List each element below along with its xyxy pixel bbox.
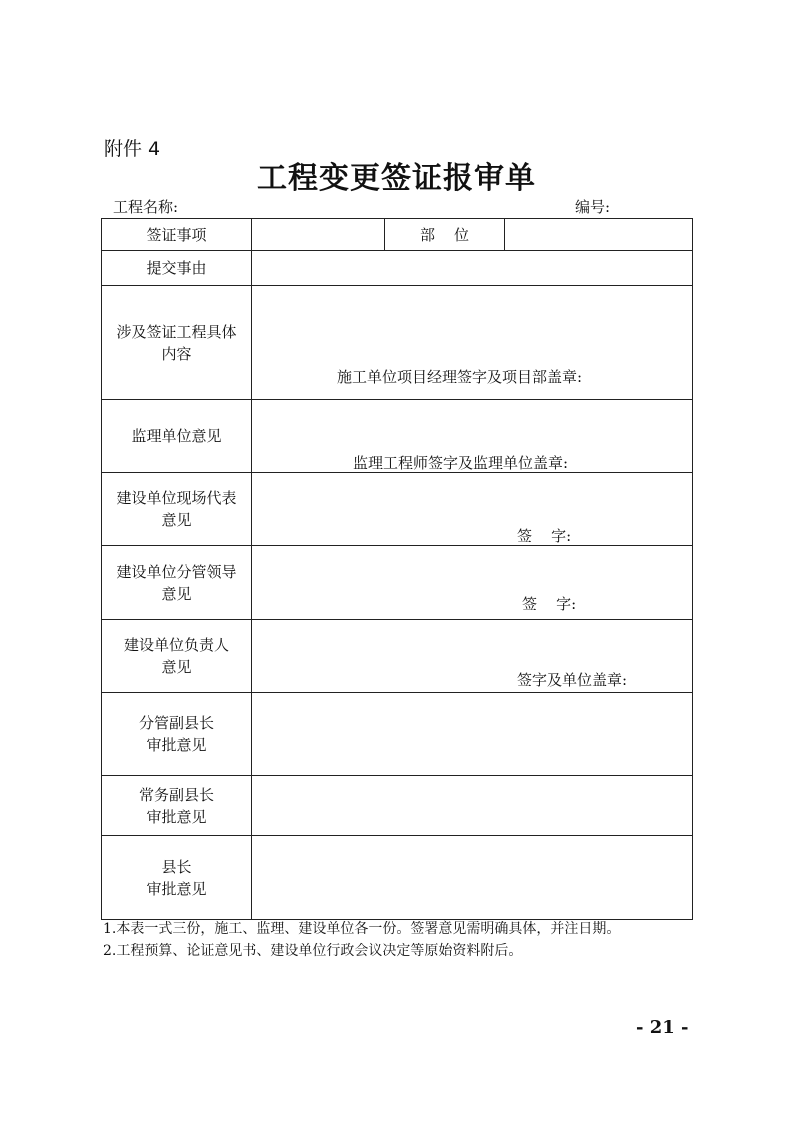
magistrate-label-line1: 县长 [161, 857, 192, 876]
responsible-label [102, 620, 252, 693]
leader-label-line1: 建设单位分管领导 [116, 562, 237, 581]
leader-signature-label: 签 字: [522, 595, 577, 613]
row-responsible [102, 620, 693, 693]
attachment-label: 附件 4 [104, 138, 161, 160]
exec-deputy-magistrate-label [102, 776, 252, 836]
approval-form-table [101, 218, 693, 920]
dept-label: 部 位 [385, 219, 505, 251]
magistrate-label [102, 836, 252, 920]
site-rep-label [102, 473, 252, 546]
contractor-signature-label: 施工单位项目经理签字及项目部盖章: [337, 368, 583, 386]
exec-deputy-magistrate-label-line1: 常务副县长 [138, 785, 214, 804]
deputy-magistrate-label-line1: 分管副县长 [138, 714, 214, 732]
row-supervision [102, 400, 693, 473]
supervision-label: 监理单位意见 [102, 400, 252, 473]
item-label: 签证事项 [102, 219, 252, 251]
site-rep-value-cell[interactable] [252, 473, 693, 546]
content-value-cell[interactable] [252, 286, 693, 400]
form-notes [103, 918, 620, 962]
form-title: 工程变更签证报审单 [257, 161, 536, 196]
magistrate-value-cell[interactable] [252, 836, 693, 920]
magistrate-label-line2: 审批意见 [146, 879, 207, 898]
row-site-rep [102, 473, 693, 546]
exec-deputy-magistrate-label-line2: 审批意见 [146, 807, 207, 826]
row-exec-deputy-magistrate [102, 776, 693, 836]
dept-value-cell[interactable] [505, 219, 693, 251]
project-name-label: 工程名称: [113, 198, 179, 216]
content-label [102, 286, 252, 400]
leader-label-line2: 意见 [161, 584, 192, 603]
leader-label [102, 546, 252, 620]
responsible-label-line1: 建设单位负责人 [123, 636, 229, 654]
supervisor-signature-label: 监理工程师签字及监理单位盖章: [353, 454, 569, 472]
responsible-label-line2: 意见 [161, 658, 192, 676]
row-magistrate [102, 836, 693, 920]
content-label-line1: 涉及签证工程具体 [116, 322, 237, 341]
content-label-line2: 内容 [161, 344, 192, 363]
row-content [102, 286, 693, 400]
deputy-magistrate-label [102, 693, 252, 776]
row-leader [102, 546, 693, 620]
item-value-cell[interactable] [252, 219, 385, 251]
row-deputy-magistrate [102, 693, 693, 776]
site-rep-signature-label: 签 字: [517, 527, 572, 545]
site-rep-label-line1: 建设单位现场代表 [116, 489, 237, 507]
supervision-value-cell[interactable] [252, 400, 693, 473]
row-reason [102, 251, 693, 286]
note-2: 2.工程预算、论证意见书、建设单位行政会议决定等原始资料附后。 [103, 943, 523, 959]
exec-deputy-magistrate-value-cell[interactable] [252, 776, 693, 836]
responsible-value-cell[interactable] [252, 620, 693, 693]
serial-number-label: 编号: [575, 198, 611, 216]
responsible-signature-label: 签字及单位盖章: [517, 671, 628, 689]
leader-value-cell[interactable] [252, 546, 693, 620]
deputy-magistrate-value-cell[interactable] [252, 693, 693, 776]
row-item [102, 219, 693, 251]
deputy-magistrate-label-line2: 审批意见 [146, 736, 207, 754]
reason-label: 提交事由 [102, 251, 252, 286]
page-number: - 21 - [636, 1017, 689, 1038]
site-rep-label-line2: 意见 [161, 511, 192, 529]
reason-value-cell[interactable] [252, 251, 693, 286]
note-1: 1.本表一式三份，施工、监理、建设单位各一份。签署意见需明确具体，并注日期。 [103, 921, 621, 937]
